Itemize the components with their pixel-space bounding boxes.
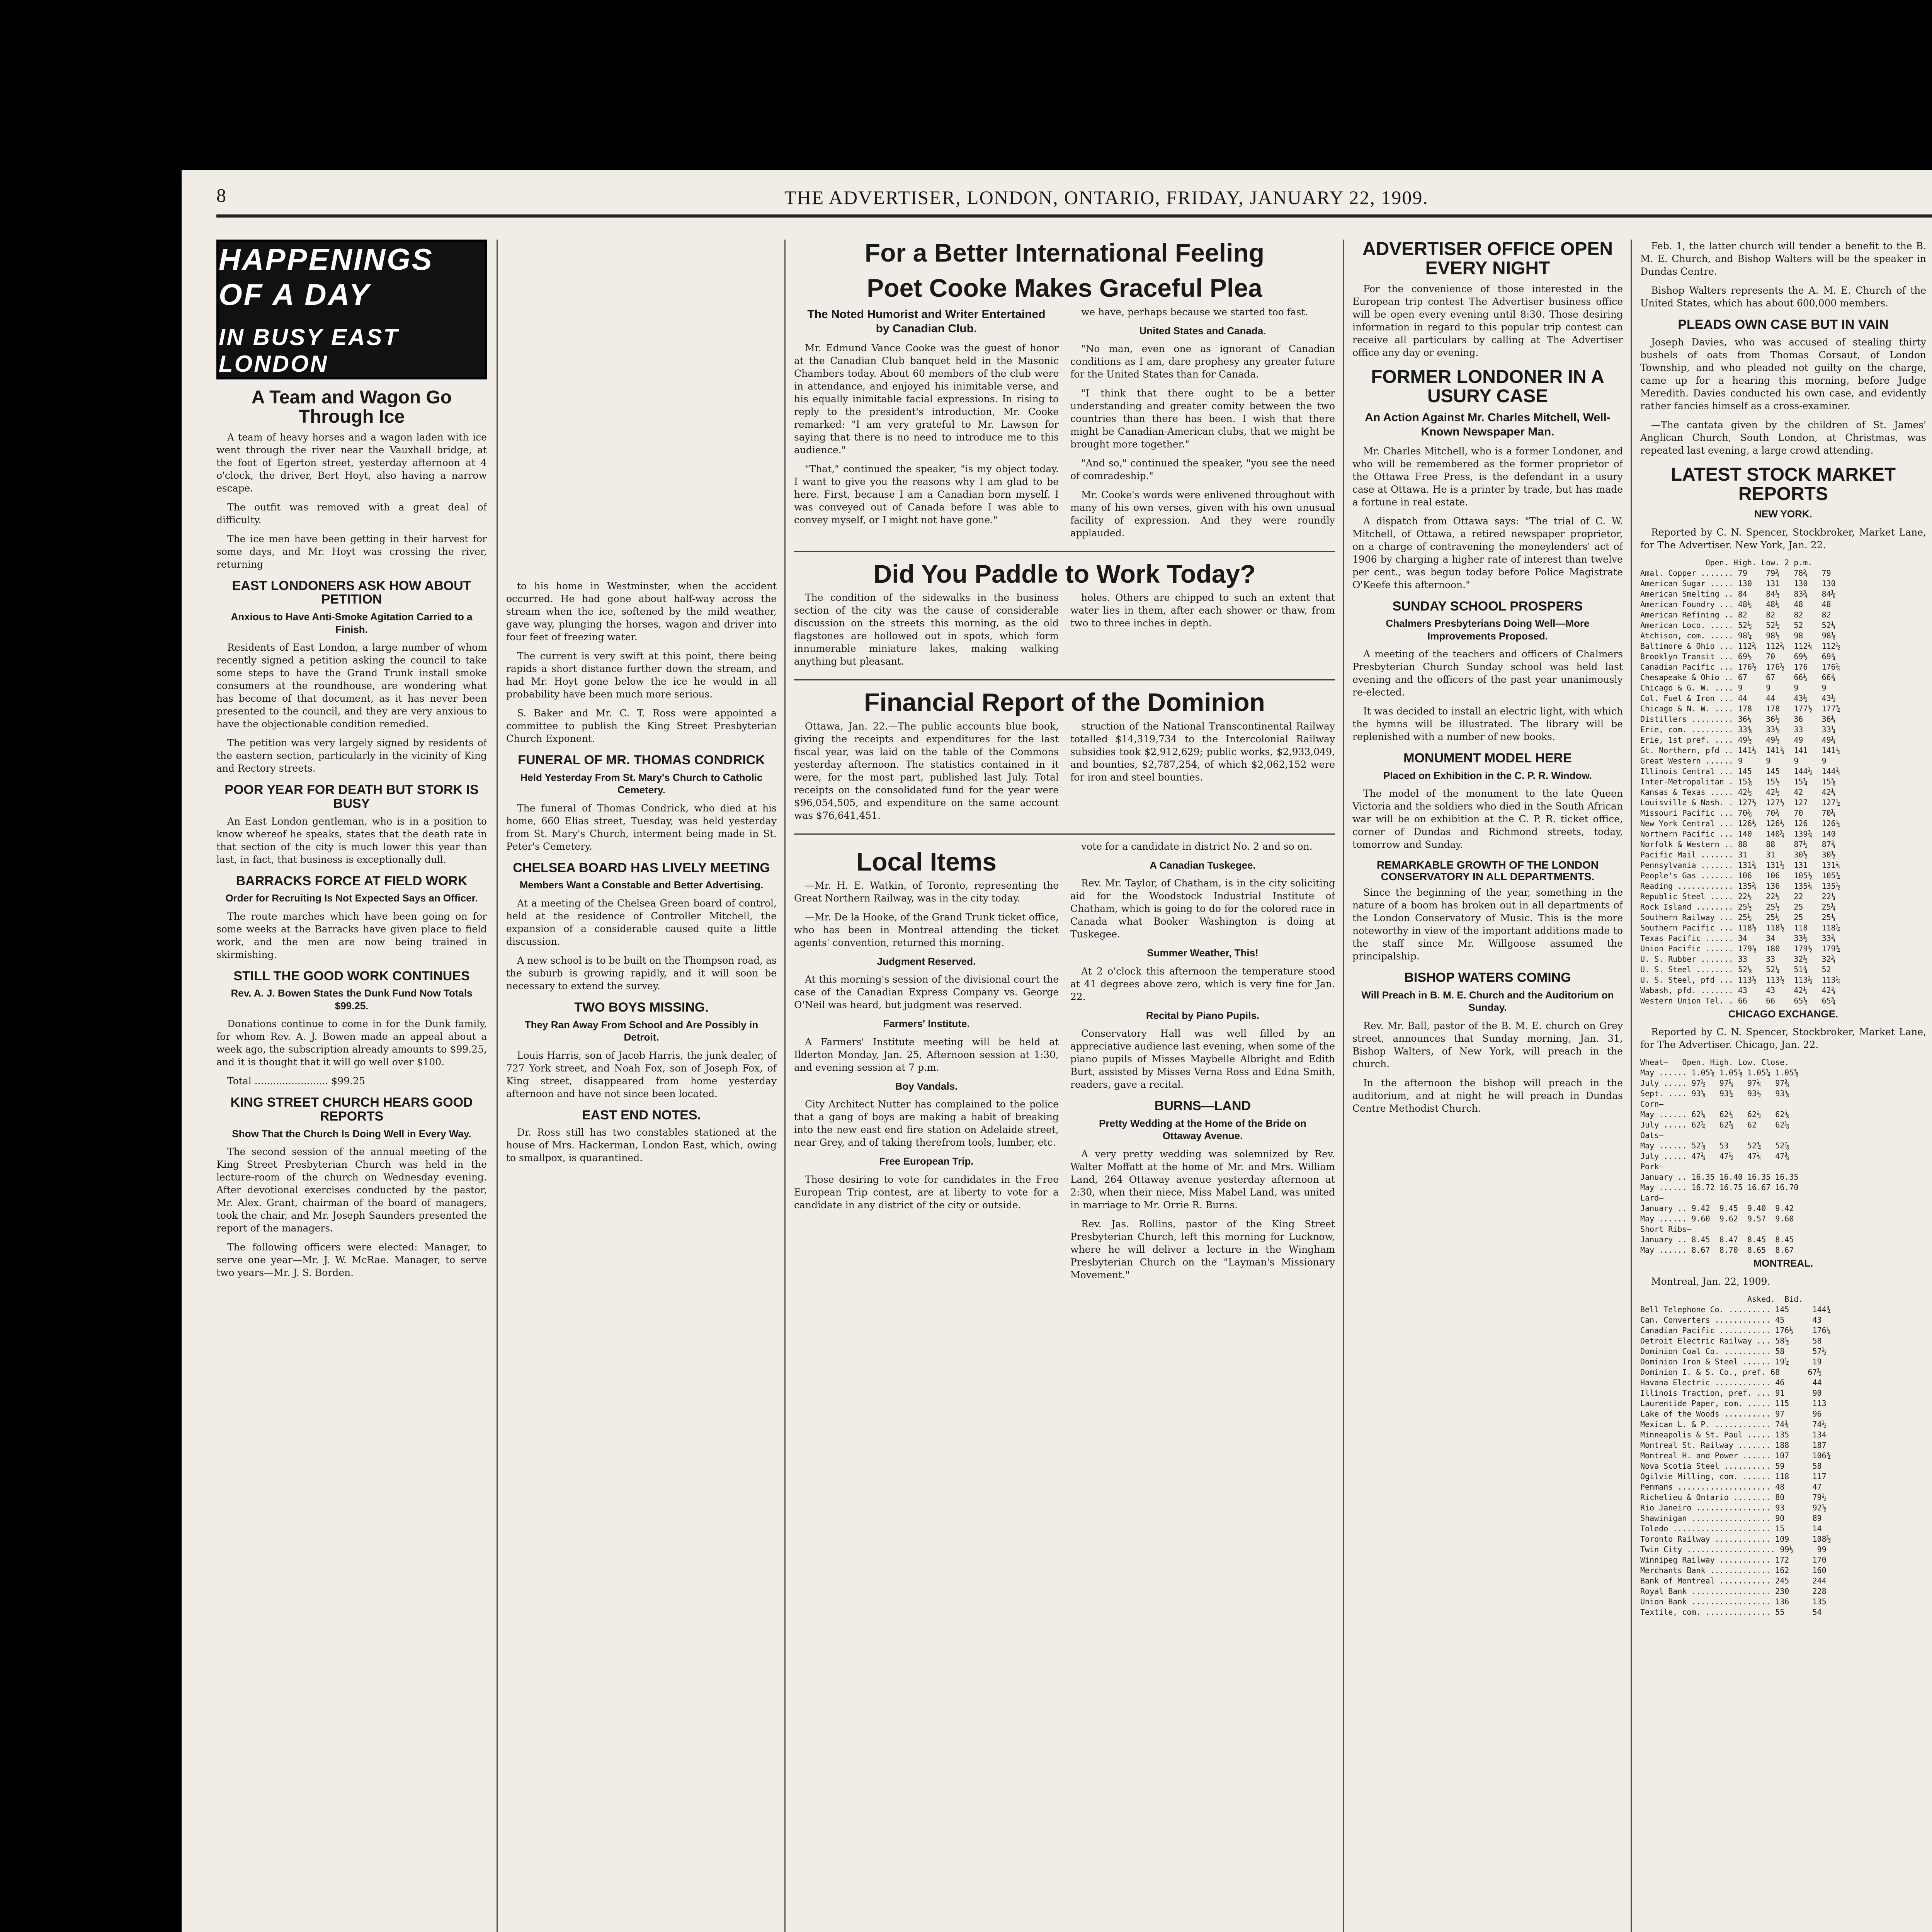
article-paragraph: S. Baker and Mr. C. T. Ross were appointed a committee to publish the King Street Presbyterian Church Exponent. bbox=[506, 707, 777, 744]
table-row: Gt. Northern, pfd .. 141½ 141¾ 141 141¼ bbox=[1640, 745, 1840, 755]
article-paragraph: "I think that there ought to be a better understanding and greater comity between the two countries than there has been. I wish that there might be Canadian-American clubs, that we might be brought more together." bbox=[1070, 388, 1335, 450]
column-rule bbox=[1631, 240, 1632, 1932]
subheadline: The Noted Humorist and Writer Entertained by Canadian Club. bbox=[807, 308, 1046, 335]
table-row: Great Western ...... 9 9 9 9 bbox=[1640, 756, 1827, 765]
table-row: May ...... 52⅞ 53 52¾ 52⅞ bbox=[1640, 1141, 1789, 1151]
report-byline: Reported by C. N. Spencer, Stockbroker, Market Lane, for The Advertiser. New York, Jan. 22. bbox=[1640, 526, 1926, 551]
table-row: Pacific Mail ....... 31 31 30½ 30½ bbox=[1640, 850, 1836, 859]
table-row: Southern Pacific ... 118½ 118½ 118 118¼ bbox=[1640, 923, 1840, 932]
table-row: May ...... 1.05⅝ 1.05⅞ 1.05¼ 1.05⅜ bbox=[1640, 1068, 1799, 1078]
table-row: Sept. .... 93⅝ 93¾ 93½ 93⅝ bbox=[1640, 1089, 1789, 1099]
headline: For a Better International Feeling bbox=[864, 240, 1265, 267]
table-row: Chicago & G. W. .... 9 9 9 9 bbox=[1640, 683, 1827, 692]
table-row: Southern Railway ... 25½ 25½ 25 25¼ bbox=[1640, 912, 1836, 922]
table-row: May ...... 16.72 16.75 16.67 16.70 bbox=[1640, 1183, 1799, 1192]
column-4 bbox=[1352, 240, 1623, 1932]
masthead-rule bbox=[216, 214, 1932, 218]
table-row: Textile, com. .............. 55 54 bbox=[1640, 1607, 1822, 1617]
table-row: January .. 9.42 9.45 9.40 9.42 bbox=[1640, 1204, 1794, 1213]
table-row: Louisville & Nash. . 127½ 127½ 127 127¼ bbox=[1640, 798, 1840, 807]
table-row: Penmans .................... 48 47 bbox=[1640, 1482, 1822, 1492]
divider bbox=[794, 679, 1335, 680]
article-paragraph: For the convenience of those interested in the European trip contest The Advertiser business office will be open every evening until 8:30. Those desiring information in regard to this popular trip contest can receive all particulars by calling at The Advertiser office any day or evening. bbox=[1352, 283, 1623, 358]
divider bbox=[794, 551, 1335, 552]
column-rule bbox=[1343, 240, 1344, 1932]
subheadline: Anxious to Have Anti-Smoke Agitation Carried to a Finish. bbox=[231, 611, 473, 635]
article-paragraph: It was decided to install an electric light, with which the hymns will be illustrated. The library will be replenished with a number of new books. bbox=[1352, 706, 1623, 743]
section-heading: Recital by Piano Pupils. bbox=[1146, 1009, 1260, 1021]
article-paragraph: Bishop Walters represents the A. M. E. Church of the United States, which has about 600,000 members. bbox=[1640, 285, 1926, 309]
article-paragraph: A Farmers' Institute meeting will be held at Ilderton Monday, Jan. 25, Afternoon session at 1:30, and evening session at 7 p.m. bbox=[794, 1036, 1059, 1073]
table-row: American Foundry ... 48½ 48½ 48 48 bbox=[1640, 599, 1831, 609]
table-row: Canadian Pacific ... 176½ 176½ 176 176¼ bbox=[1640, 662, 1840, 672]
chicago-grain-table bbox=[1640, 1057, 1926, 1255]
headline: Did You Paddle to Work Today? bbox=[873, 560, 1256, 588]
table-row: Montreal H. and Power ...... 107 106¾ bbox=[1640, 1451, 1831, 1460]
article-paragraph: A very pretty wedding was solemnized by Rev. Walter Moffatt at the home of Mr. and Mrs. William Land, 264 Ottaway avenue yesterday afternoon at 2:30, when their niece, Miss Mabel Land, was united in marriage to Mr. Orrie R. Burns. bbox=[1070, 1148, 1335, 1211]
article-paragraph: The outfit was removed with a great deal of difficulty. bbox=[216, 501, 487, 526]
article-paragraph: "That," continued the speaker, "is my object today. I want to give you the reasons why I am glad to be here. First, because I am a Canadian born myself. I was conveyed out of Canada before I was able to convey myself, or I might not have gone." bbox=[794, 463, 1059, 526]
subheadline: Placed on Exhibition in the C. P. R. Window. bbox=[1383, 769, 1592, 781]
table-row: U. S. Rubber ....... 33 33 32½ 32¾ bbox=[1640, 954, 1836, 964]
headline: FORMER LONDONER IN A USURY CASE bbox=[1371, 366, 1604, 407]
article-paragraph: The model of the monument to the late Queen Victoria and the soldiers who died in the South African war will be on exhibition at the C. P. R. ticket office, corner of Dundas and Richmond streets, today, tomorrow and Sunday. bbox=[1352, 788, 1623, 850]
headline: Local Items bbox=[856, 847, 997, 876]
table-row: Montreal St. Railway ....... 188 187 bbox=[1640, 1440, 1827, 1450]
table-row: May ...... 62⅝ 62¾ 62½ 62⅝ bbox=[1640, 1110, 1789, 1119]
section-heading: Free European Trip. bbox=[879, 1155, 974, 1167]
subheadline: Will Preach in B. M. E. Church and the Auditorium on Sunday. bbox=[1361, 989, 1614, 1014]
table-row: Col. Fuel & Iron ... 44 44 43½ 43½ bbox=[1640, 693, 1836, 703]
article-paragraph: The route marches which have been going on for some weeks at the Barracks have given place to field work, and the men are now being trained in skirmishing. bbox=[216, 910, 487, 960]
table-row: January .. 16.35 16.40 16.35 16.35 bbox=[1640, 1172, 1799, 1182]
subheadline: Chalmers Presbyterians Doing Well—More Improvements Proposed. bbox=[1386, 617, 1590, 642]
article-paragraph: The current is very swift at this point, there being rapids a short distance further down the stream, and had Mr. Hoyt gone below the ice he would in all probability have been much more serious. bbox=[506, 650, 777, 700]
table-row: Dominion Coal Co. .......... 58 57½ bbox=[1640, 1346, 1827, 1356]
article-paragraph: Louis Harris, son of Jacob Harris, the junk dealer, of 727 York street, and Noah Fox, son of Joseph Fox, of King street, disappeared from home yesterday afternoon and have not since been located. bbox=[506, 1049, 777, 1099]
banner-line-2: IN BUSY EAST LONDON bbox=[219, 324, 399, 377]
table-row: Winnipeg Railway ........... 172 170 bbox=[1640, 1555, 1827, 1565]
table-row: Corn— bbox=[1640, 1099, 1664, 1109]
table-row: Republic Steel ..... 22½ 22½ 22 22¼ bbox=[1640, 891, 1836, 901]
table-row: Missouri Pacific ... 70⅝ 70¾ 70 70¼ bbox=[1640, 808, 1836, 818]
article-paragraph: "And so," continued the speaker, "you see the need of comradeship." bbox=[1070, 457, 1335, 482]
page-number: 8 bbox=[216, 184, 227, 206]
table-row: July ..... 62¼ 62⅜ 62 62⅛ bbox=[1640, 1120, 1789, 1130]
section-heading: Farmers' Institute. bbox=[883, 1018, 970, 1030]
article-paragraph: —The cantata given by the children of St. James' Anglican Church, South London, at Christmas, was repeated last evening, a large crowd attending. bbox=[1640, 419, 1926, 456]
article-paragraph: "No man, even one as ignorant of Canadian conditions as I am, dare prophesy any greater future for the United States than for Canada. bbox=[1070, 343, 1335, 380]
article-paragraph: we have, perhaps because we started too fast. bbox=[1081, 306, 1308, 318]
article-paragraph: Ottawa, Jan. 22.—The public accounts blue book, giving the receipts and expenditures for the last fiscal year, was laid on the table of the Commons yesterday afternoon. The statistics contained in it were, for the most part, published last July. Total receipts on the consolidated fund for the year were $96,054,505, and expenditure on the same account was $76,641,451. bbox=[794, 720, 1059, 821]
article-paragraph: vote for a candidate in district No. 2 and so on. bbox=[1081, 840, 1313, 852]
article-paragraph: A new school is to be built on the Thompson road, as the suburb is growing rapidly, and it will soon be necessary to extend the survey. bbox=[506, 954, 777, 992]
table-row: Inter-Metropolitan . 15⅜ 15½ 15¼ 15⅜ bbox=[1640, 777, 1836, 786]
headline: EAST END NOTES. bbox=[582, 1107, 701, 1122]
subheadline: They Ran Away From School and Are Possibly in Detroit. bbox=[524, 1019, 759, 1043]
montreal-stock-table bbox=[1640, 1304, 1926, 1617]
table-row: January .. 8.45 8.47 8.45 8.45 bbox=[1640, 1235, 1794, 1245]
table-row: New York Central ... 126½ 126½ 126 126¼ bbox=[1640, 818, 1840, 828]
table-row: Bell Telephone Co. ......... 145 144¾ bbox=[1640, 1304, 1831, 1314]
article-paragraph: —Mr. De la Hooke, of the Grand Trunk ticket office, who has been in Montreal attending the ticket agents' convention, returned this morning. bbox=[794, 911, 1059, 948]
table-row: Illinois Central ... 145 145 144½ 144¾ bbox=[1640, 766, 1840, 776]
table-row: American Smelting .. 84 84½ 83¾ 84⅛ bbox=[1640, 589, 1836, 599]
headline: MONUMENT MODEL HERE bbox=[1403, 751, 1572, 766]
article-paragraph: holes. Others are chipped to such an extent that water lies in them, after each shower or thaw, from two to three inches in depth. bbox=[1070, 592, 1335, 629]
article-paragraph: City Architect Nutter has complained to the police that a gang of boys are making a habit of breaking into the new east end fire station on Adelaide street, near Grey, and of taking therefrom tools, lumber, etc. bbox=[794, 1099, 1059, 1148]
article-paragraph: struction of the National Transcontinental Railway totalled $14,319,734 to the Intercolonial Railway subsidies took $2,912,629; public works, $2,933,049, and bounties, $2,787,254, of which $2,062,152 were for iron and steel bounties. bbox=[1070, 720, 1335, 783]
table-row: Distillers ......... 36¼ 36½ 36 36¼ bbox=[1640, 714, 1836, 724]
article-paragraph: A meeting of the teachers and officers of Chalmers Presbyterian Church Sunday school was held last evening and the officers of the past year unanimously re-elected. bbox=[1352, 648, 1623, 698]
table-row: Bank of Montreal ........... 245 244 bbox=[1640, 1576, 1827, 1585]
masthead bbox=[182, 182, 1932, 213]
headline: Financial Report of the Dominion bbox=[864, 688, 1265, 717]
headline: A Team and Wagon Go Through Ice bbox=[251, 387, 452, 427]
table-row: May ...... 8.67 8.70 8.65 8.67 bbox=[1640, 1245, 1794, 1255]
column-rule bbox=[497, 240, 498, 1932]
table-row: Short Ribs— bbox=[1640, 1225, 1692, 1234]
table-row: Lard— bbox=[1640, 1193, 1664, 1203]
headline: SUNDAY SCHOOL PROSPERS bbox=[1392, 599, 1583, 614]
article-paragraph: The ice men have been getting in their harvest for some days, and Mr. Hoyt was crossing the river, returning bbox=[216, 533, 487, 570]
headline: BURNS—LAND bbox=[1154, 1099, 1251, 1114]
section-heading: Summer Weather, This! bbox=[1147, 947, 1259, 959]
article-paragraph: The following officers were elected: Manager, to serve one year—Mr. J. W. McRae. Manager, to serve two years—Mr. J. S. Borden. bbox=[216, 1242, 487, 1279]
headline: LATEST STOCK MARKET REPORTS bbox=[1670, 464, 1896, 505]
article-paragraph: Those desiring to vote for candidates in the Free European Trip contest, are at liberty to vote for a candidate in any district of the city or outside. bbox=[794, 1173, 1059, 1211]
article-paragraph: Mr. Edmund Vance Cooke was the guest of honor at the Canadian Club banquet held in the Masonic Chambers today. About 60 members of the club were in attendance, and enjoyed his inimitable verse, and his equally inimitable facial expressions. In rising to reply to the president's introduction, Mr. Cooke remarked: "I am very grateful to Mr. Lawson for saying that there is no need to introduce me to this audience." bbox=[794, 342, 1059, 456]
subheadline: Pretty Wedding at the Home of the Bride on Ottaway Avenue. bbox=[1099, 1117, 1306, 1142]
subheadline: Held Yesterday From St. Mary's Church to Catholic Cemetery. bbox=[520, 771, 763, 796]
center-spread bbox=[794, 240, 1335, 1932]
article-paragraph: The second session of the annual meeting of the King Street Presbyterian Church was held in the lecture-room of the church on Wednesday evening. After devotional exercises conducted by the pastor, Mr. Alex. Grant, chairman of the board of managers, took the chair, and Mr. Joseph Saunders presented the report of the managers. bbox=[216, 1146, 487, 1234]
table-row: Lake of the Woods .......... 97 96 bbox=[1640, 1409, 1822, 1418]
table-row: Can. Converters ............ 45 43 bbox=[1640, 1315, 1822, 1325]
table-row: Pennsylvania ....... 131⅜ 131½ 131 131¼ bbox=[1640, 860, 1840, 870]
article-paragraph: Feb. 1, the latter church will tender a benefit to the B. M. E. Church, and Bishop Walters will be the speaker in Dundas Centre. bbox=[1640, 240, 1926, 277]
table-row: Merchants Bank ............. 162 160 bbox=[1640, 1565, 1827, 1575]
table-row: American Refining .. 82 82 82 82 bbox=[1640, 610, 1831, 619]
article-paragraph: Rev. Jas. Rollins, pastor of the King Street Presbyterian Church, left this morning for Lucknow, where he will deliver a lecture in the Wingham Presbyterian Church on the "Layman's Missionary Movement." bbox=[1070, 1218, 1335, 1281]
section-heading: United States and Canada. bbox=[1139, 325, 1266, 337]
article-paragraph: The funeral of Thomas Condrick, who died at his home, 660 Elias street, Tuesday, was held yesterday from St. Mary's Church, interment being made in St. Peter's Cemetery. bbox=[506, 802, 777, 852]
column-rule bbox=[784, 240, 786, 1932]
table-row: Erie, 1st pref. .... 49½ 49½ 49 49¼ bbox=[1640, 735, 1836, 745]
section-heading: Boy Vandals. bbox=[895, 1080, 958, 1092]
table-row: July ..... 47⅜ 47½ 47¼ 47⅜ bbox=[1640, 1151, 1789, 1161]
article-paragraph: The petition was very largely signed by residents of the eastern section, particularly in the vicinity of King and Rectory streets. bbox=[216, 737, 487, 774]
masthead-title: THE ADVERTISER, LONDON, ONTARIO, FRIDAY, JANUARY 22, 1909. bbox=[784, 187, 1429, 208]
article-paragraph: to his home in Westminster, when the accident occurred. He had gone about half-way across the stream when the ice, softened by the mild weather, gave way, plunging the horses, wagon and driver into four feet of freezing water. bbox=[506, 580, 777, 643]
headline: REMARKABLE GROWTH OF THE LONDON CONSERVATORY IN ALL DEPARTMENTS. bbox=[1377, 859, 1599, 883]
table-row: Chesapeake & Ohio .. 67 67 66½ 66¾ bbox=[1640, 672, 1836, 682]
report-byline: Reported by C. N. Spencer, Stockbroker, Market Lane, for The Advertiser. Chicago, Jan. 22. bbox=[1640, 1026, 1926, 1051]
article-paragraph: The condition of the sidewalks in the business section of the city was the cause of considerable discussion on the streets this morning, as the old flagstones are hollowed out in spots, which form innumerable miniature lakes, making walking anything but pleasant. bbox=[794, 592, 1059, 667]
banner-line-1: HAPPENINGS OF A DAY bbox=[219, 242, 434, 311]
headline: PLEADS OWN CASE BUT IN VAIN bbox=[1678, 317, 1889, 332]
table-row: Havana Electric ............ 46 44 bbox=[1640, 1378, 1822, 1387]
table-row: Pork— bbox=[1640, 1162, 1664, 1172]
section-heading: Judgment Reserved. bbox=[877, 955, 976, 967]
article-paragraph: At 2 o'clock this afternoon the temperature stood at 41 degrees above zero, which is very fine for Jan. 22. bbox=[1070, 965, 1335, 1002]
headline: Poet Cooke Makes Graceful Plea bbox=[867, 274, 1262, 303]
table-row: Western Union Tel. . 66 66 65½ 65¾ bbox=[1640, 996, 1836, 1005]
donation-total: Total ........................ $99.25 bbox=[227, 1075, 365, 1087]
article-paragraph: In the afternoon the bishop will preach in the auditorium, and at night he will preach in Dundas Centre Methodist Church. bbox=[1352, 1077, 1623, 1114]
column-1 bbox=[216, 240, 487, 1932]
article-paragraph: At a meeting of the Chelsea Green board of control, held at the residence of Controller Mitchell, the expansion of a considerable caused quite a little discussion. bbox=[506, 897, 777, 947]
table-row: Amal. Copper ....... 79 79¾ 78¾ 79 bbox=[1640, 568, 1831, 578]
subheadline: An Action Against Mr. Charles Mitchell, Well-Known Newspaper Man. bbox=[1365, 411, 1611, 439]
divider bbox=[794, 833, 1335, 835]
article-paragraph: Since the beginning of the year, something in the nature of a boom has broken out in all departments of the London Conservatory of Music. This is the more noteworthy in view of the important additions made to the staff since Mr. Willgoose assumed the principalship. bbox=[1352, 887, 1623, 962]
table-row: Shawinigan ................. 90 89 bbox=[1640, 1513, 1822, 1523]
table-row: Richelieu & Ontario ........ 80 79½ bbox=[1640, 1492, 1827, 1502]
subheadline: Members Want a Constable and Better Advertising. bbox=[519, 879, 764, 891]
table-row: Oats— bbox=[1640, 1131, 1664, 1140]
table-row: Toledo ..................... 15 14 bbox=[1640, 1524, 1822, 1533]
table-row: U. S. Steel ........ 52⅛ 52¼ 51¾ 52 bbox=[1640, 964, 1831, 974]
subheadline: Show That the Church Is Doing Well in Every Way. bbox=[232, 1128, 471, 1139]
article-paragraph: Rev. Mr. Ball, pastor of the B. M. E. church on Grey street, announces that Sunday morning, Jan. 31, Bishop Walters, of New York, will preach in the church. bbox=[1352, 1020, 1623, 1070]
headline: KING STREET CHURCH HEARS GOOD REPORTS bbox=[230, 1095, 473, 1124]
table-row: Erie, com. ......... 33⅜ 33½ 33 33¼ bbox=[1640, 724, 1836, 734]
subheadline: Order for Recruiting Is Not Expected Says an Officer. bbox=[225, 892, 478, 904]
article-paragraph: Mr. Cooke's words were enlivened throughout with many of his own verses, given with his own unusual facility of expression. And they were roundly applauded. bbox=[1070, 489, 1335, 539]
column-5 bbox=[1640, 240, 1926, 1932]
headline: FUNERAL OF MR. THOMAS CONDRICK bbox=[518, 753, 765, 767]
article-paragraph: Donations continue to come in for the Dunk family, for whom Rev. A. J. Bowen made an appeal about a week ago, the subscription already amounts to $99.25, and it is thought that it will go well over $100. bbox=[216, 1018, 487, 1068]
column-2 bbox=[506, 580, 777, 1932]
table-row: Texas Pacific ...... 34 34 33½ 33¾ bbox=[1640, 933, 1836, 943]
article-paragraph: A team of heavy horses and a wagon laden with ice went through the river near the Vauxhall bridge, at the foot of Egerton street, yesterday afternoon at 4 o'clock, the driver, Bert Hoyt, also having a narrow escape. bbox=[216, 431, 487, 494]
table-row: People's Gas ....... 106 106 105½ 105¾ bbox=[1640, 871, 1840, 880]
table-row: Reading ............ 135¾ 136 135¼ 135½ bbox=[1640, 881, 1840, 891]
article-paragraph: Conservatory Hall was well filled by an appreciative audience last evening, when some of the piano pupils of Misses Maybelle Albright and Edith Burt, assisted by Misses Verna Ross and Edna Smith, readers, gave a recital. bbox=[1070, 1028, 1335, 1090]
article-paragraph: A dispatch from Ottawa says: "The trial of C. W. Mitchell, of Ottawa, a retired newspaper proprietor, on a charge of contravening the moneylenders' act of 1906 by charging a higher rate of interest than twelve per cent., was begun today before Police Magistrate O'Keefe this afternoon." bbox=[1352, 515, 1623, 590]
table-row: Union Bank ................. 136 135 bbox=[1640, 1597, 1827, 1606]
table-row: Nova Scotia Steel .......... 59 58 bbox=[1640, 1461, 1822, 1471]
article-paragraph: Dr. Ross still has two constables stationed at the house of Mrs. Hackerman, London East, which, owing to smallpox, is quarantined. bbox=[506, 1127, 777, 1164]
headline: STILL THE GOOD WORK CONTINUES bbox=[233, 968, 470, 983]
table-row: American Sugar ..... 130 131 130 130 bbox=[1640, 578, 1836, 588]
headline: ADVERTISER OFFICE OPEN EVERY NIGHT bbox=[1362, 240, 1613, 279]
article-paragraph: Mr. Charles Mitchell, who is a former Londoner, and who will be remembered as the former proprietor of the Ottawa Free Press, is the defendant in a usury case at Ottawa. He is a printer by trade, but has made a fortune in real estate. bbox=[1352, 445, 1623, 508]
table-row: Twin City ................... 99½ 99 bbox=[1640, 1544, 1827, 1554]
table-row: Mexican L. & P. ............ 74¾ 74½ bbox=[1640, 1419, 1827, 1429]
table-row: Toronto Railway ............ 109 108½ bbox=[1640, 1534, 1831, 1544]
headline: CHELSEA BOARD HAS LIVELY MEETING bbox=[513, 860, 770, 875]
article-paragraph: An East London gentleman, who is in a position to know whereof he speaks, states that the death rate in that section of the city is much lower this year than last, in fact, that business is exceptionally dull. bbox=[216, 815, 487, 865]
stock-columns: Asked. Bid. bbox=[1640, 1294, 1803, 1304]
table-row: July ..... 97½ 97⅝ 97¼ 97⅜ bbox=[1640, 1078, 1789, 1088]
table-row: Laurentide Paper, com. ..... 115 113 bbox=[1640, 1398, 1827, 1408]
table-row: Brooklyn Transit ... 69½ 70 69½ 69¾ bbox=[1640, 651, 1836, 661]
table-row: Union Pacific ...... 179⅞ 180 179½ 179¾ bbox=[1640, 944, 1840, 953]
table-row: Rock Island ........ 25½ 25½ 25 25¼ bbox=[1640, 902, 1836, 912]
table-row: May ...... 9.60 9.62 9.57 9.60 bbox=[1640, 1214, 1794, 1224]
stock-columns: Open. High. Low. 2 p.m. bbox=[1640, 558, 1813, 567]
table-row: Dominion Iron & Steel ...... 19¼ 19 bbox=[1640, 1357, 1822, 1366]
article-paragraph: Residents of East London, a large number of whom recently signed a petition asking the council to take some steps to have the Grand Trunk install smoke consumers at the roundhouse, are wondering what has become of that document, as it has never been presented to the council, and they are very anxious to have the objectionable condition remedied. bbox=[216, 642, 487, 730]
table-row: Norfolk & Western .. 88 88 87½ 87¾ bbox=[1640, 839, 1836, 849]
table-row: Illinois Traction, pref. ... 91 90 bbox=[1640, 1388, 1822, 1398]
table-row: Kansas & Texas ..... 42½ 42½ 42 42¼ bbox=[1640, 787, 1836, 797]
report-byline: Montreal, Jan. 22, 1909. bbox=[1651, 1276, 1770, 1287]
table-row: Wabash, pfd. ....... 43 43 42½ 42¾ bbox=[1640, 985, 1836, 995]
section-heading: A Canadian Tuskegee. bbox=[1150, 859, 1256, 871]
table-row: Baltimore & Ohio ... 112¾ 112¾ 112¼ 112½ bbox=[1640, 641, 1840, 651]
headline: BARRACKS FORCE AT FIELD WORK bbox=[236, 873, 468, 888]
article-paragraph: —Mr. H. E. Watkin, of Toronto, representing the Great Northern Railway, was in the city today. bbox=[794, 879, 1059, 904]
section-heading: MONTREAL. bbox=[1753, 1257, 1813, 1269]
east-london-banner bbox=[216, 240, 487, 379]
table-row: Chicago & N. W. .... 178 178 177½ 177¾ bbox=[1640, 704, 1840, 713]
article-paragraph: Joseph Davies, who was accused of stealing thirty bushels of oats from Thomas Corsaut, of London Township, and who pleaded not guilty on the charge, came up for a hearing this morning, before Judge Meredith. Davies conducted his own case, and evidently rather fancies himself as a cross-examiner. bbox=[1640, 336, 1926, 412]
table-row: Royal Bank ................. 230 228 bbox=[1640, 1586, 1827, 1596]
table-row: Minneapolis & St. Paul ..... 135 134 bbox=[1640, 1430, 1827, 1439]
table-row: Wheat— Open. High. Low. Close. bbox=[1640, 1058, 1789, 1067]
table-row: Rio Janeiro ................ 93 92½ bbox=[1640, 1503, 1827, 1512]
table-row: U. S. Steel, pfd ... 113½ 113½ 113⅛ 113¼ bbox=[1640, 975, 1840, 985]
table-row: Ogilvie Milling, com. ...... 118 117 bbox=[1640, 1471, 1827, 1481]
table-row: Canadian Pacific ........... 176½ 176¼ bbox=[1640, 1325, 1831, 1335]
subheadline: Rev. A. J. Bowen States the Dunk Fund Now Totals $99.25. bbox=[231, 987, 473, 1012]
table-row: Atchison, com. ..... 98¼ 98½ 98 98⅛ bbox=[1640, 631, 1836, 640]
headline: POOR YEAR FOR DEATH BUT STORK IS BUSY bbox=[224, 782, 479, 811]
table-row: Detroit Electric Railway ... 58½ 58 bbox=[1640, 1336, 1822, 1345]
article-paragraph: At this morning's session of the divisional court the case of the Canadian Express Company vs. George O'Neil was heard, but judgment was reserved. bbox=[794, 974, 1059, 1011]
table-row: Dominion I. & S. Co., pref. 68 67½ bbox=[1640, 1367, 1822, 1377]
article-paragraph: Rev. Mr. Taylor, of Chatham, is in the city soliciting aid for the Woodstock Industrial Institute of Chatham, which is going to do for the colored race in Canada what Booker Washington is doing at Tuskegee. bbox=[1070, 878, 1335, 940]
section-heading: NEW YORK. bbox=[1754, 508, 1812, 520]
headline: EAST LONDONERS ASK HOW ABOUT PETITION bbox=[232, 578, 471, 607]
table-row: Northern Pacific ... 140 140¼ 139¾ 140 bbox=[1640, 829, 1836, 838]
ny-stock-table bbox=[1640, 568, 1926, 1006]
table-row: American Loco. ..... 52½ 52½ 52 52¼ bbox=[1640, 620, 1836, 630]
headline: TWO BOYS MISSING. bbox=[574, 1000, 709, 1015]
section-heading: CHICAGO EXCHANGE. bbox=[1728, 1008, 1838, 1020]
headline: BISHOP WATERS COMING bbox=[1404, 970, 1571, 985]
